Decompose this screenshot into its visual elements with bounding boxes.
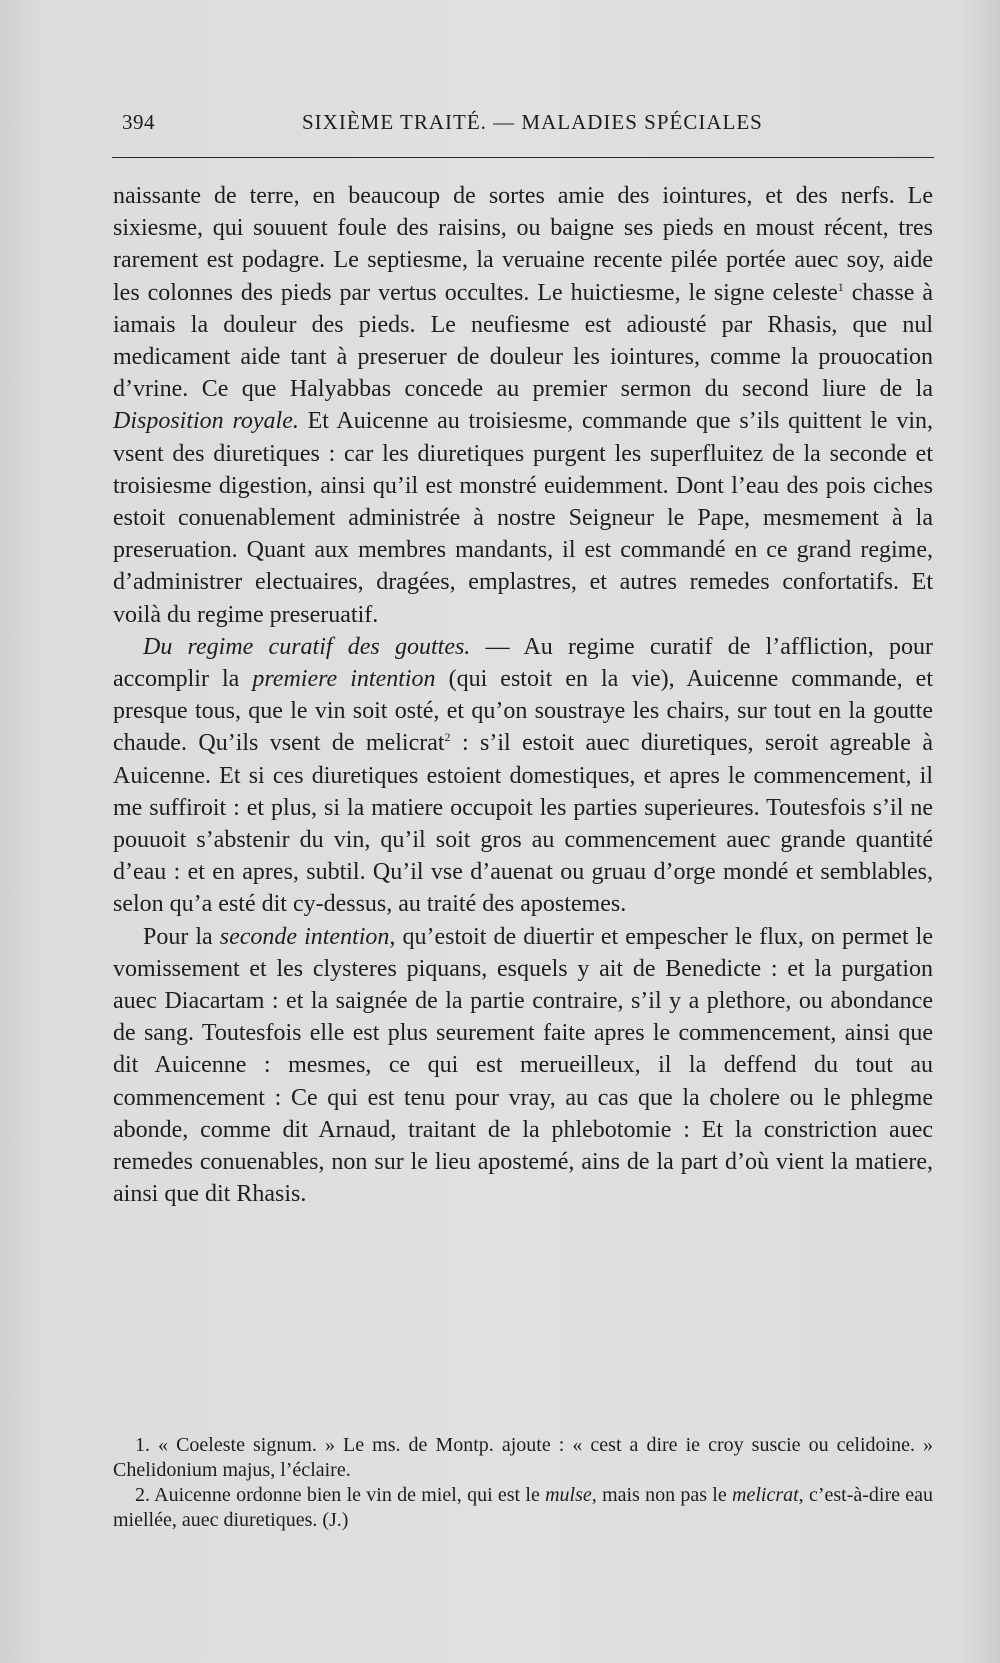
text-run: Pour la (143, 923, 213, 950)
text-run: : s’il estoit auec diuretiques, seroit agreable à Auicenne. Et si ces diuretiques estoient domestiques, et apres le commencement, il me suffiroit : et plus, si la matiere occupoit les parties superieures. Toutesfois s’il ne pouuoit s’abstenir du vin, qu’il soit gros au commencement auec grande quantité d’eau : et en apres, subtil. Qu’il vse d’auenat ou gruau d’orge mondé et semblables, selon qu’a esté dit cy-dessus, au traité des apostemes. (113, 730, 934, 918)
footnote-text: « Coeleste signum. » Le ms. de Montp. ajoute : « cest a dire ie croy suscie ou celidoine. » Chelidonium majus, l’éclaire. (113, 1434, 933, 1481)
text-run: — Au regime curatif de l’affliction, pour accomplir la (113, 633, 933, 693)
text-run: qu’estoit de diuertir et empescher le flux, on permet le vomissement et les clysteres piquans, esquels y ait de Benedicte : et la purgation auec Diacartam : et la saignée de la partie contraire, s’il y a plethore, ou abondance de sang. Toutesfois elle est plus seurement faite apres le commencement, ainsi que dit Auicenne : mesmes, ce qui est merueilleux, il la deffend du tout au commencement : Ce qui est tenu pour vray, au cas que la cholere ou le phlegme abonde, comme dit Arnaud, traitant de la phlebotomie : Et la constriction auec remedes conuenables, non sur le lieu apostemé, ains de la part d’où vient la matiere, ainsi que dit Rhasis. (113, 923, 933, 1208)
page-header (122, 110, 932, 140)
footnotes (113, 1433, 933, 1533)
footnote-1 (113, 1433, 933, 1483)
paragraph-preservation (113, 180, 933, 631)
page-number: 394 (122, 110, 155, 134)
text-run: chasse à iamais la douleur des pieds. Le neufiesme est adiousté par Rhasis, que nul medicament aide tant à preseruer de douleur les iointures, comme la prouocation d’vrine. Ce que Halyabbas concede au premier sermon du second liure de la (113, 279, 933, 403)
italic-premiere-intention: premiere intention (252, 666, 436, 693)
footnote-text: mais non pas le (602, 1484, 727, 1506)
italic-melicrat: melicrat, (732, 1484, 804, 1506)
paragraph-second-intention (113, 921, 933, 1211)
italic-title-disposition: Disposition royale. (113, 408, 299, 435)
footnote-marker: 1. (135, 1434, 150, 1456)
italic-mulse: mulse, (545, 1484, 597, 1506)
paragraph-curative (113, 631, 933, 921)
header-rule (112, 157, 934, 158)
italic-seconde-intention: seconde intention, (219, 923, 396, 950)
text-run: (qui estoit en la vie), Auicenne commande, et presque tous, que le vin soit osté, et qu’on soustraye les chairs, sur tout en la goutte chaude. Qu’ils vsent de melicrat (113, 666, 933, 757)
footnote-text: Auicenne ordonne bien le vin de miel, qui est le (154, 1484, 540, 1506)
footnote-ref-1: 1 (837, 279, 844, 294)
footnote-marker: 2. (135, 1484, 150, 1506)
italic-heading-curatif: Du regime curatif des gouttes. (143, 633, 471, 660)
text-run: naissante de terre, en beaucoup de sortes amie des iointures, et des nerfs. Le sixiesme, qui souuent foule des raisins, ou baigne ses pieds en moust récent, tres rarement est podagre. Le septiesme, la veruaine recente pilée portée auec soy, aide les colonnes des pieds par vertus occultes. Le huictiesme, le signe celeste (113, 183, 933, 306)
footnote-text: c’est-à-dire eau miellée, auec diuretiques. (J.) (113, 1484, 934, 1531)
body-text (113, 180, 933, 1211)
footnote-2 (113, 1483, 933, 1533)
text-run: Et Auicenne au troisiesme, commande que s’ils quittent le vin, vsent des diuretiques : car les diuretiques purgent les superfluitez de la seconde et troisiesme digestion, ainsi qu’il est monstré euidemment. Dont l’eau des pois ciches estoit conuenablement administrée à nostre Seigneur le Pape, mesmement à la preseruation. Quant aux membres mandants, il est commandé en ce grand regime, d’administrer electuaires, dragées, emplastres, et autres remedes confortatifs. Et voilà du regime preseruatif. (113, 408, 934, 628)
footnote-ref-2: 2 (444, 730, 451, 745)
running-title: SIXIÈME TRAITÉ. — MALADIES SPÉCIALES (302, 110, 763, 134)
